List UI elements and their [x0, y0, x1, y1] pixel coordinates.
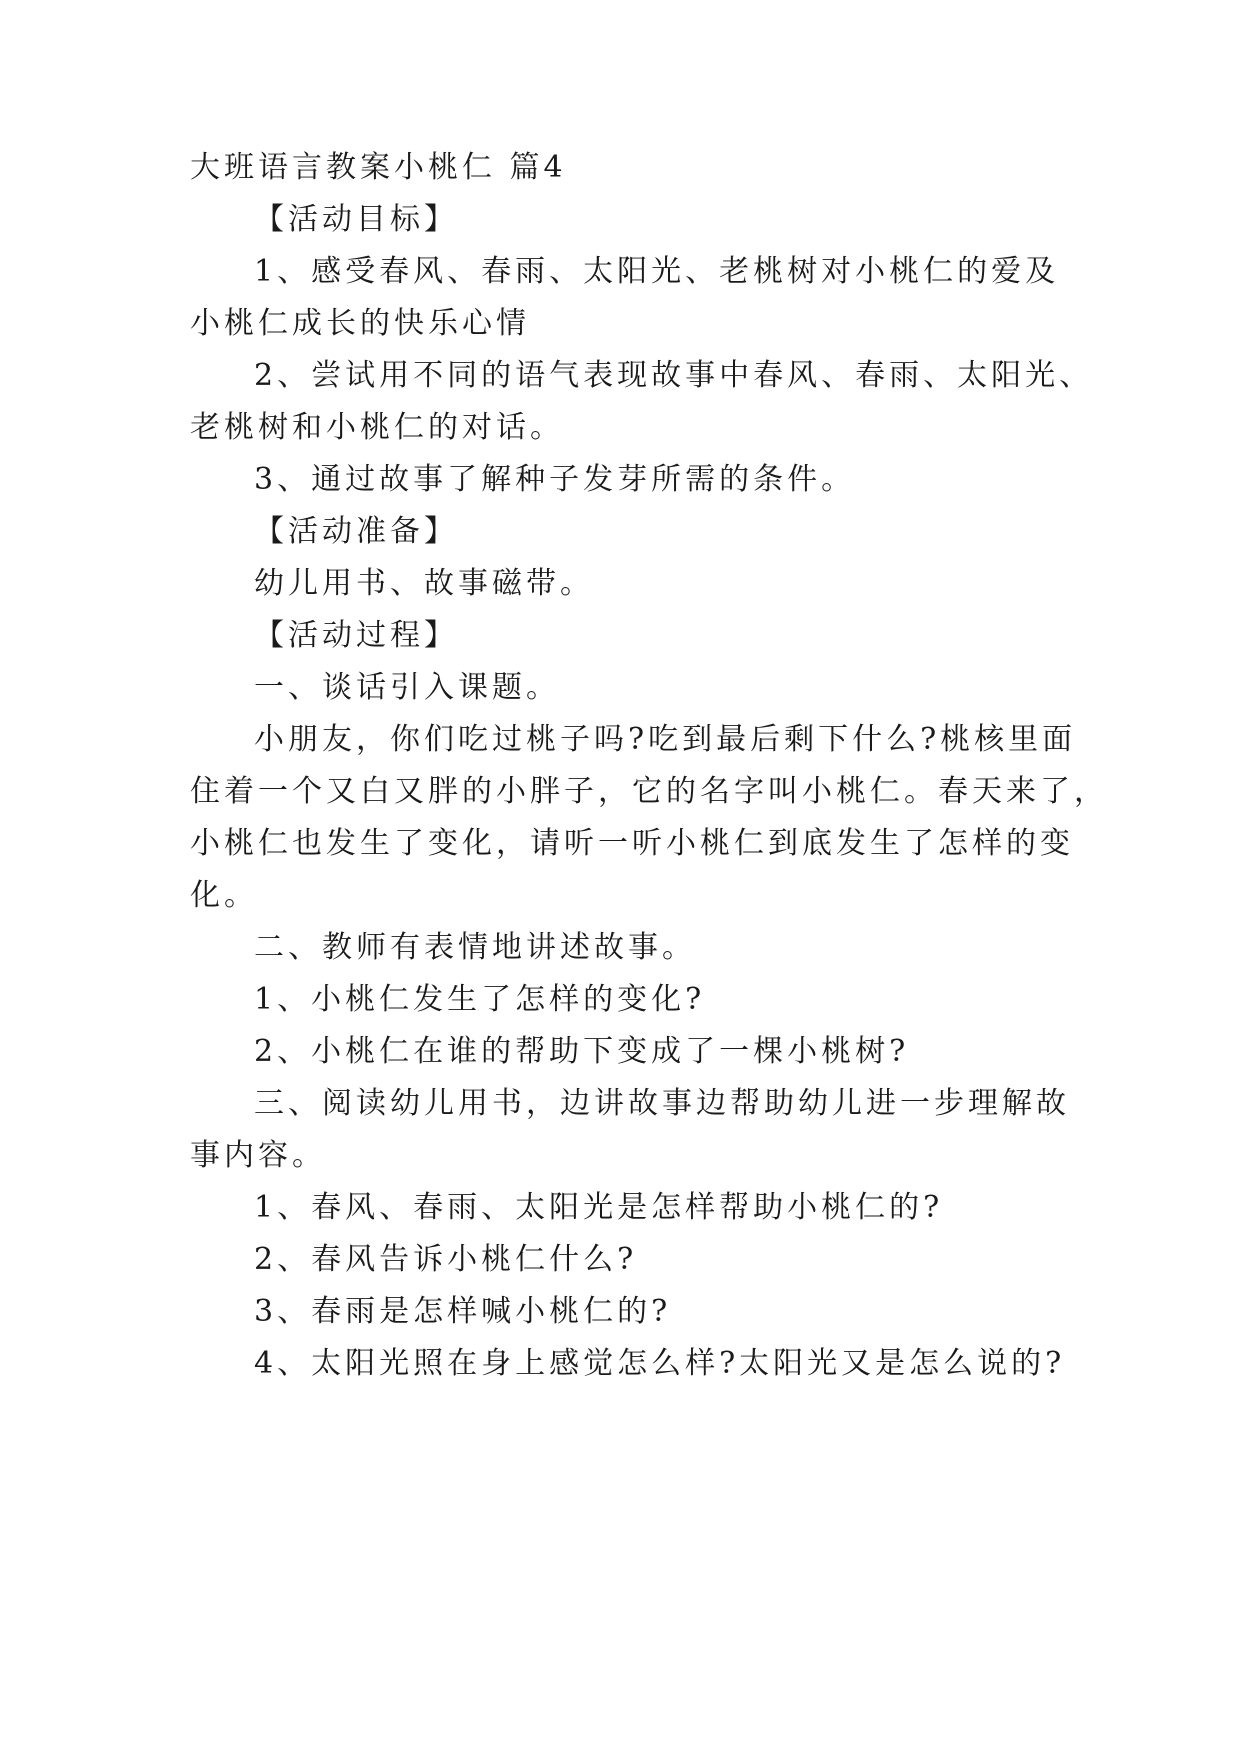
paragraph-line: 1、春风、春雨、太阳光是怎样帮助小桃仁的?: [254, 1190, 944, 1225]
paragraph-line: 3、春雨是怎样喊小桃仁的?: [254, 1294, 672, 1329]
paragraph-line: 二、教师有表情地讲述故事。: [254, 930, 696, 965]
section-heading-process: 【活动过程】: [254, 618, 458, 653]
paragraph-line: 4、太阳光照在身上感觉怎么样?太阳光又是怎么说的?: [254, 1346, 1066, 1381]
paragraph-line: 2、春风告诉小桃仁什么?: [254, 1242, 638, 1277]
paragraph-line: 2、尝试用不同的语气表现故事中春风、春雨、太阳光、: [254, 358, 1094, 393]
paragraph-line: 小桃仁也发生了变化，请听一听小桃仁到底发生了怎样的变: [190, 826, 1074, 861]
paragraph-line: 幼儿用书、故事磁带。: [254, 566, 594, 601]
paragraph-line: 1、感受春风、春雨、太阳光、老桃树对小桃仁的爱及: [254, 254, 1060, 289]
section-heading-goals: 【活动目标】: [254, 202, 458, 237]
paragraph-line: 三、阅读幼儿用书，边讲故事边帮助幼儿进一步理解故: [254, 1086, 1070, 1121]
paragraph-line: 小朋友，你们吃过桃子吗?吃到最后剩下什么?桃核里面: [254, 722, 1077, 757]
paragraph-line: 2、小桃仁在谁的帮助下变成了一棵小桃树?: [254, 1034, 910, 1069]
paragraph-line: 住着一个又白又胖的小胖子，它的名字叫小桃仁。春天来了，: [190, 774, 1108, 809]
paragraph-line: 一、谈话引入课题。: [254, 670, 560, 705]
paragraph-line: 化。: [190, 878, 258, 913]
paragraph-line: 老桃树和小桃仁的对话。: [190, 410, 564, 445]
section-heading-preparation: 【活动准备】: [254, 514, 458, 549]
paragraph-line: 3、通过故事了解种子发芽所需的条件。: [254, 462, 856, 497]
paragraph-line: 事内容。: [190, 1138, 326, 1173]
paragraph-line: 1、小桃仁发生了怎样的变化?: [254, 982, 706, 1017]
paragraph-line: 小桃仁成长的快乐心情: [190, 306, 530, 341]
document-title: 大班语言教案小桃仁 篇4: [190, 150, 567, 185]
